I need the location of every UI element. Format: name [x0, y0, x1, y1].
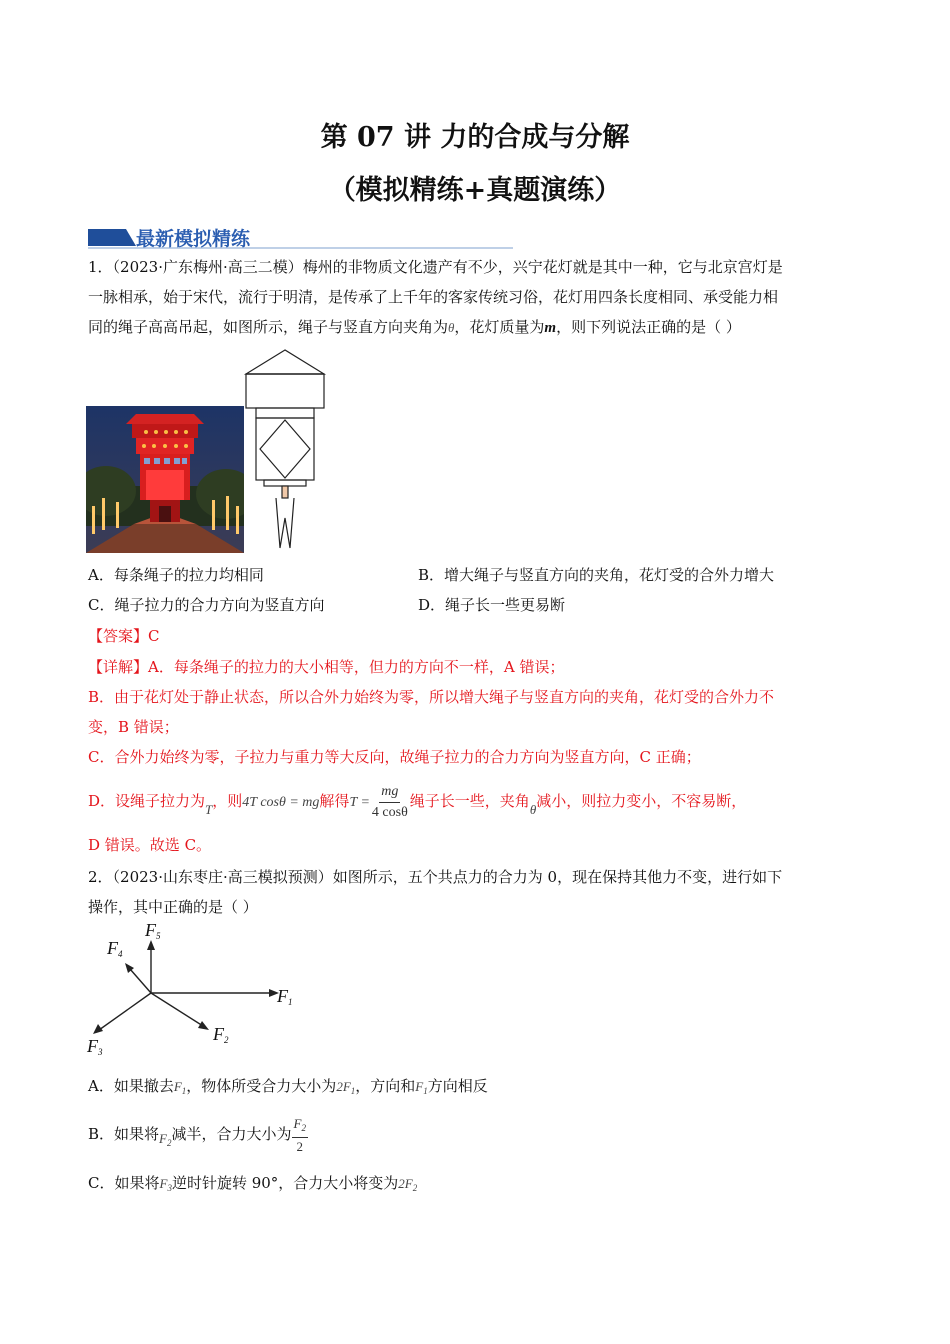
equation-2-lhs: T =	[349, 795, 370, 810]
tension-symbol: T	[205, 802, 213, 817]
opt-c-f3: $F_3$	[159, 1176, 172, 1193]
detail-tag: 【详解】	[88, 658, 149, 676]
opt-a-f1: $F_1$	[173, 1079, 187, 1096]
q1-option-c: C．绳子拉力的合力方向为竖直方向	[88, 596, 325, 614]
label-f4: $F_4$	[107, 938, 123, 959]
detail-line-1: 【详解】A．每条绳子的拉力的大小相等，但力的方向不一样，A 错误；	[88, 658, 565, 676]
lantern-photo	[86, 406, 244, 553]
lantern-diagram	[240, 348, 330, 553]
q2-line-2: 操作，其中正确的是（ ）	[88, 898, 258, 916]
opt-b-fraction: $\frac{F_2}{2}$	[293, 1115, 306, 1154]
q1-stem	[88, 252, 868, 343]
section-banner	[88, 224, 513, 250]
equation-1: 4T cosθ = mg	[242, 795, 320, 810]
q2-option-b: B．如果将$F_2$减半，合力大小为 $\frac{F_2}{2}$	[88, 1115, 306, 1154]
q2-option-c: C．如果将$F_3$逆时针旋转 90°，合力大小将变为$2F_2$	[88, 1174, 418, 1193]
label-f3: $F_3$	[87, 1036, 103, 1057]
opt-b-f2: $F_2$	[159, 1131, 172, 1148]
detail-line-4: C．合外力始终为零，子拉力与重力等大反向，故绳子拉力的合力方向为竖直方向，C 正确；	[88, 748, 701, 766]
answer-value: C	[148, 627, 160, 645]
q1-detail	[88, 652, 868, 772]
section-label: 最新模拟精练	[136, 228, 251, 250]
q2-stem	[88, 862, 868, 922]
q1-line-1: 1．（2023·广东梅州·高三二模）梅州的非物质文化遗产有不少，兴宁花灯就是其中一种，它与北京宫灯是	[88, 258, 783, 276]
page-title: 第 07 讲 力的合成与分解	[320, 122, 630, 153]
label-f5: $F_5$	[145, 920, 161, 941]
equation-2-fraction: $\frac{mg}{4 \cos\theta}$	[371, 783, 408, 820]
label-f2: $F_2$	[213, 1024, 229, 1045]
q1-option-b: B．增大绳子与竖直方向的夹角，花灯受的合外力增大	[418, 566, 775, 584]
q1-answer	[88, 621, 160, 651]
detail-line-5: D．设绳子拉力为T，则4T cosθ = mg解得T = $\frac{mg}{4 \cos\theta}$ 绳子长一些，夹角θ减小，则拉力变小，不容易断，	[88, 777, 878, 825]
theta-symbol: θ	[448, 320, 455, 335]
q1-line-3: 同的绳子高高吊起，如图所示，绳子与竖直方向夹角为θ，花灯质量为m，则下列说法正确的是（ ）	[88, 318, 741, 336]
q1-option-d: D．绳子长一些更易断	[418, 596, 566, 614]
page-subtitle: （模拟精练+真题演练）	[328, 175, 622, 206]
opt-c-2f2: $2F_2$	[398, 1176, 418, 1193]
opt-a-2f1: $2F_1$	[336, 1079, 356, 1096]
q2-line-1: 2．（2023·山东枣庄·高三模拟预测）如图所示，五个共点力的合力为 0，现在保持其他力不变，进行如下	[88, 868, 783, 886]
theta-symbol-2: θ	[529, 802, 537, 817]
detail-line-2: B．由于花灯处于静止状态，所以合外力始终为零，所以增大绳子与竖直方向的夹角，花灯受的合外力不	[88, 688, 775, 706]
mass-symbol: m	[544, 320, 557, 336]
q2-option-a: A．如果撤去$F_1$，物体所受合力大小为$2F_1$，方向和$F_1$方向相反	[88, 1077, 488, 1096]
force-diagram	[85, 920, 305, 1065]
detail-line-6: D 错误。故选 C。	[88, 836, 212, 854]
answer-tag: 【答案】	[88, 627, 149, 645]
label-f1: $F_1$	[277, 986, 293, 1007]
opt-a-f1-ref: $F_1$	[415, 1079, 428, 1096]
detail-line-3: 变，B 错误；	[88, 718, 179, 736]
q1-line-2: 一脉相承，始于宋代，流行于明清，是传承了上千年的客家传统习俗，花灯用四条长度相同、承受能力相	[88, 288, 779, 306]
q1-option-a: A．每条绳子的拉力均相同	[88, 566, 264, 584]
